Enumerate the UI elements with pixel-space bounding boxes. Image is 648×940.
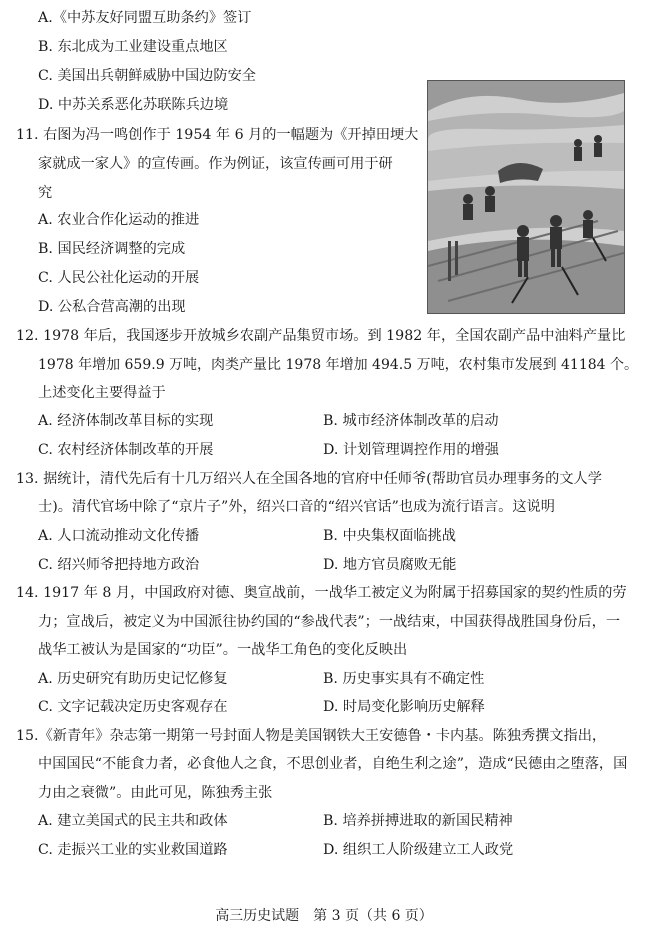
q14-stem-line-1: 14. 1917 年 8 月，中国政府对德、奥宣战前，一战华工被定义为附属于招募国家的契约性质的劳 — [16, 585, 627, 601]
q12-option-d: D. 计划管理调控作用的增强 — [323, 442, 499, 458]
q12-stem-line-1: 12. 1978 年后，我国逐步开放城乡农副产品集贸市场。到 1982 年，全国农副产品中油料产量比 — [16, 328, 626, 344]
q11-option-d: D. 公私合营高潮的出现 — [38, 299, 186, 315]
q11-stem-line-2: 家就成一家人》的宣传画。作为例证，该宣传画可用于研 — [38, 156, 393, 172]
q15-option-c: C. 走振兴工业的实业救国道路 — [38, 842, 228, 858]
page-footer: 高三历史试题 第 3 页（共 6 页） — [215, 908, 433, 924]
q15-option-b: B. 培养拼搏进取的新国民精神 — [323, 813, 513, 829]
q15-stem-line-2: 中国国民“不能食力者，必食他人之食，不思创业者，自绝生利之途”，造成“民德由之堕落，国 — [38, 756, 628, 772]
q12-option-a: A. 经济体制改革目标的实现 — [38, 413, 214, 429]
q12-option-b: B. 城市经济体制改革的启动 — [323, 413, 499, 429]
q13-option-c: C. 绍兴师爷把持地方政治 — [38, 557, 200, 573]
q15-stem-line-3: 力由之衰微”。由此可见，陈独秀主张 — [38, 785, 273, 801]
q11-option-a: A. 农业合作化运动的推进 — [38, 212, 200, 228]
q13-option-a: A. 人口流动推动文化传播 — [38, 528, 200, 544]
q14-option-c: C. 文字记载决定历史客观存在 — [38, 699, 228, 715]
q12-stem-line-2: 1978 年增加 659.9 万吨，肉类产量比 1978 年增加 494.5 万吨，农村集市发展到 41184 个。 — [38, 357, 639, 373]
q14-stem-line-3: 战华工被认为是国家的“功臣”。一战华工角色的变化反映出 — [38, 642, 408, 658]
q11-stem-line-1: 11. 右图为冯一鸣创作于 1954 年 6 月的一幅题为《开掉田埂大 — [16, 127, 419, 143]
q14-option-d: D. 时局变化影响历史解释 — [323, 699, 485, 715]
q15-option-a: A. 建立美国式的民主共和政体 — [38, 813, 228, 829]
q13-stem-line-2: 士)。清代官场中除了“京片子”外，绍兴口音的“绍兴官话”也成为流行语言。这说明 — [38, 499, 555, 515]
q13-option-b: B. 中央集权面临挑战 — [323, 528, 456, 544]
q11-option-c: C. 人民公社化运动的开展 — [38, 270, 200, 286]
q10-option-d: D. 中苏关系恶化苏联陈兵边境 — [38, 97, 229, 113]
q13-option-d: D. 地方官员腐败无能 — [323, 557, 457, 573]
q13-stem-line-1: 13. 据统计，清代先后有十几万绍兴人在全国各地的官府中任师爷(帮助官员办理事务的文人学 — [16, 471, 602, 487]
q10-option-a: A.《中苏友好同盟互助条约》签订 — [38, 10, 252, 26]
q12-stem-line-3: 上述变化主要得益于 — [38, 385, 166, 401]
q15-option-d: D. 组织工人阶级建立工人政党 — [323, 842, 514, 858]
q14-option-a: A. 历史研究有助历史记忆修复 — [38, 671, 228, 687]
propaganda-painting-image — [427, 80, 625, 314]
q11-option-b: B. 国民经济调整的完成 — [38, 241, 186, 257]
q14-option-b: B. 历史事实具有不确定性 — [323, 671, 485, 687]
q14-stem-line-2: 力；宣战后，被定义为中国派往协约国的“参战代表”；一战结束，中国获得战胜国身份后，一 — [38, 614, 621, 630]
q10-option-b: B. 东北成为工业建设重点地区 — [38, 39, 228, 55]
q11-stem-line-3: 究 — [38, 185, 53, 201]
q12-option-c: C. 农村经济体制改革的开展 — [38, 442, 214, 458]
q15-stem-line-1: 15.《新青年》杂志第一期第一号封面人物是美国钢铁大王安德鲁・卡内基。陈独秀撰文指出， — [16, 728, 607, 744]
q10-option-c: C. 美国出兵朝鲜威胁中国边防安全 — [38, 68, 256, 84]
